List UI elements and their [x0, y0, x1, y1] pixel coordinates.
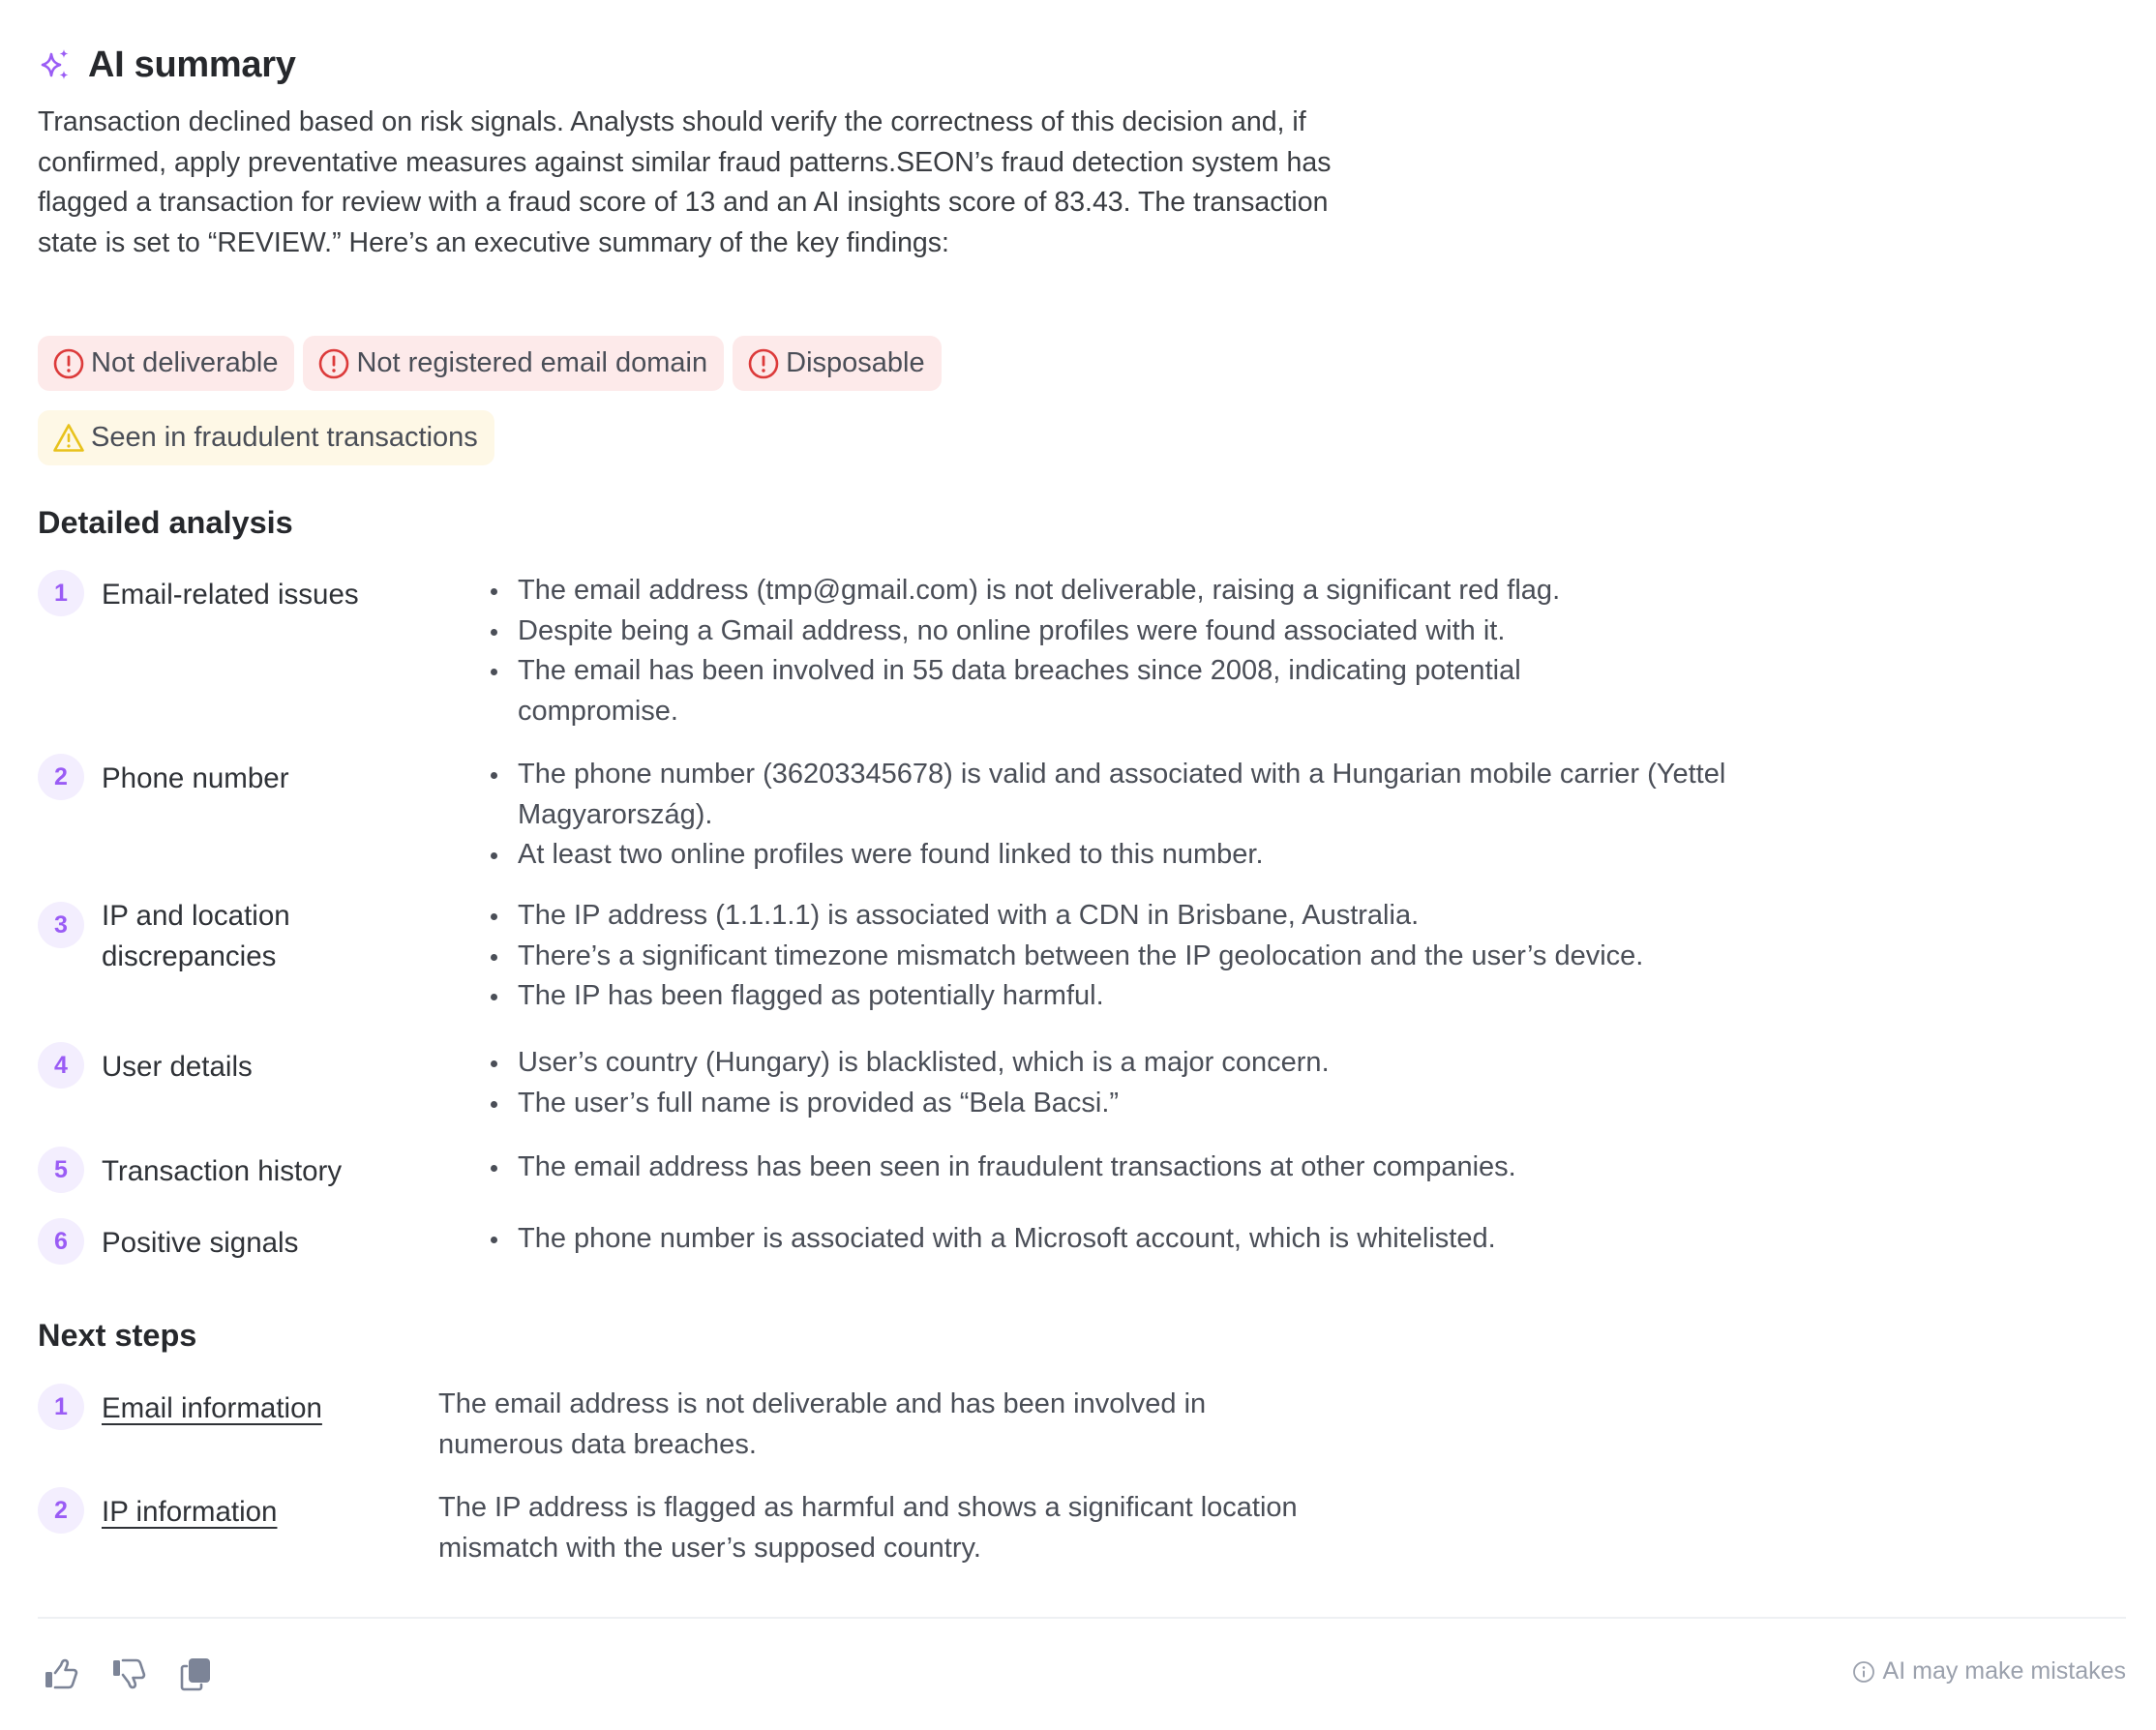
list-item: The email has been involved in 55 data breaches since 2008, indicating potential compromise. — [456, 651, 1617, 731]
list-item: User’s country (Hungary) is blacklisted, which is a major concern. — [456, 1043, 1752, 1084]
item-points — [456, 1043, 1752, 1123]
alert-circle-icon — [317, 347, 350, 380]
thumbs-up-icon[interactable] — [43, 1655, 79, 1692]
sparkle-icon — [38, 47, 73, 82]
item-label: Transaction history — [102, 1155, 343, 1187]
item-label: Email-related issues — [102, 579, 359, 611]
step-number: 2 — [38, 1487, 84, 1534]
list-item: At least two online profiles were found linked to this number. — [456, 835, 1752, 876]
item-points — [456, 571, 1752, 731]
list-item: The IP address (1.1.1.1) is associated with a CDN in Brisbane, Australia. — [456, 896, 1752, 937]
ai-summary-panel — [38, 0, 2126, 1730]
list-item: The phone number (36203345678) is valid and associated with a Hungarian mobile carrier (Yettel Magyarország). — [456, 755, 1733, 835]
item-label: Positive signals — [102, 1227, 299, 1259]
item-points — [456, 896, 1752, 1017]
header — [38, 43, 296, 87]
badge-seen-in-fraudulent-transactions — [38, 410, 494, 465]
item-number: 3 — [38, 902, 84, 948]
disclaimer-text: AI may make mistakes — [1882, 1657, 2126, 1685]
item-label: Phone number — [102, 762, 289, 794]
list-item: There’s a significant timezone mismatch between the IP geolocation and the user’s device. — [456, 937, 1752, 977]
ip-information-link[interactable]: IP information — [102, 1496, 278, 1528]
badge-disposable — [733, 336, 941, 391]
item-number: 2 — [38, 754, 84, 800]
next-steps-heading: Next steps — [38, 1318, 197, 1353]
item-points — [456, 755, 1752, 876]
step-number: 1 — [38, 1384, 84, 1430]
list-item: The email address (tmp@gmail.com) is not deliverable, raising a significant red flag. — [456, 571, 1752, 611]
item-number: 5 — [38, 1147, 84, 1193]
badge-label: Disposable — [786, 347, 925, 378]
item-number: 4 — [38, 1042, 84, 1089]
email-information-link[interactable]: Email information — [102, 1392, 322, 1424]
copy-icon[interactable] — [178, 1655, 215, 1692]
risk-badges — [38, 336, 1102, 465]
info-icon — [1852, 1660, 1875, 1684]
badge-not-deliverable — [38, 336, 294, 391]
summary-text: Transaction declined based on risk signals. Analysts should verify the correctness of this decision and, if confirmed, apply preventative measures against similar fraud patterns.SEON’s fraud detection system has flagged a transaction for review with a fraud score of 13 and an AI insights score of 83.43. The transaction state is set to “REVIEW.” Here’s an executive summary of the key findings: — [38, 106, 1332, 258]
step-description: The email address is not deliverable and has been involved in numerous data breaches. — [438, 1388, 1207, 1460]
list-item: The phone number is associated with a Microsoft account, which is whitelisted. — [456, 1219, 1752, 1260]
item-points — [456, 1148, 1752, 1188]
thumbs-down-icon[interactable] — [110, 1655, 147, 1692]
badge-not-registered-email-domain — [303, 336, 724, 391]
item-label: IP and location discrepancies — [102, 900, 290, 972]
badge-label: Not registered email domain — [356, 347, 708, 378]
item-label: User details — [102, 1051, 253, 1083]
item-number: 1 — [38, 570, 84, 616]
alert-circle-icon — [747, 347, 780, 380]
detailed-analysis-heading: Detailed analysis — [38, 505, 293, 540]
item-points — [456, 1219, 1752, 1260]
badge-label: Seen in fraudulent transactions — [91, 422, 478, 453]
item-number: 6 — [38, 1218, 84, 1265]
list-item: The email address has been seen in fraudulent transactions at other companies. — [456, 1148, 1752, 1188]
footer-divider — [38, 1617, 2126, 1619]
ai-disclaimer — [1852, 1657, 2126, 1685]
warning-triangle-icon — [52, 422, 85, 455]
alert-circle-icon — [52, 347, 85, 380]
list-item: Despite being a Gmail address, no online profiles were found associated with it. — [456, 611, 1752, 652]
list-item: The IP has been flagged as potentially harmful. — [456, 976, 1752, 1017]
panel-title: AI summary — [88, 44, 296, 85]
list-item: The user’s full name is provided as “Bela Bacsi.” — [456, 1084, 1752, 1124]
badge-label: Not deliverable — [91, 347, 279, 378]
step-description: The IP address is flagged as harmful and shows a significant location mismatch with the user’s supposed country. — [438, 1492, 1298, 1564]
